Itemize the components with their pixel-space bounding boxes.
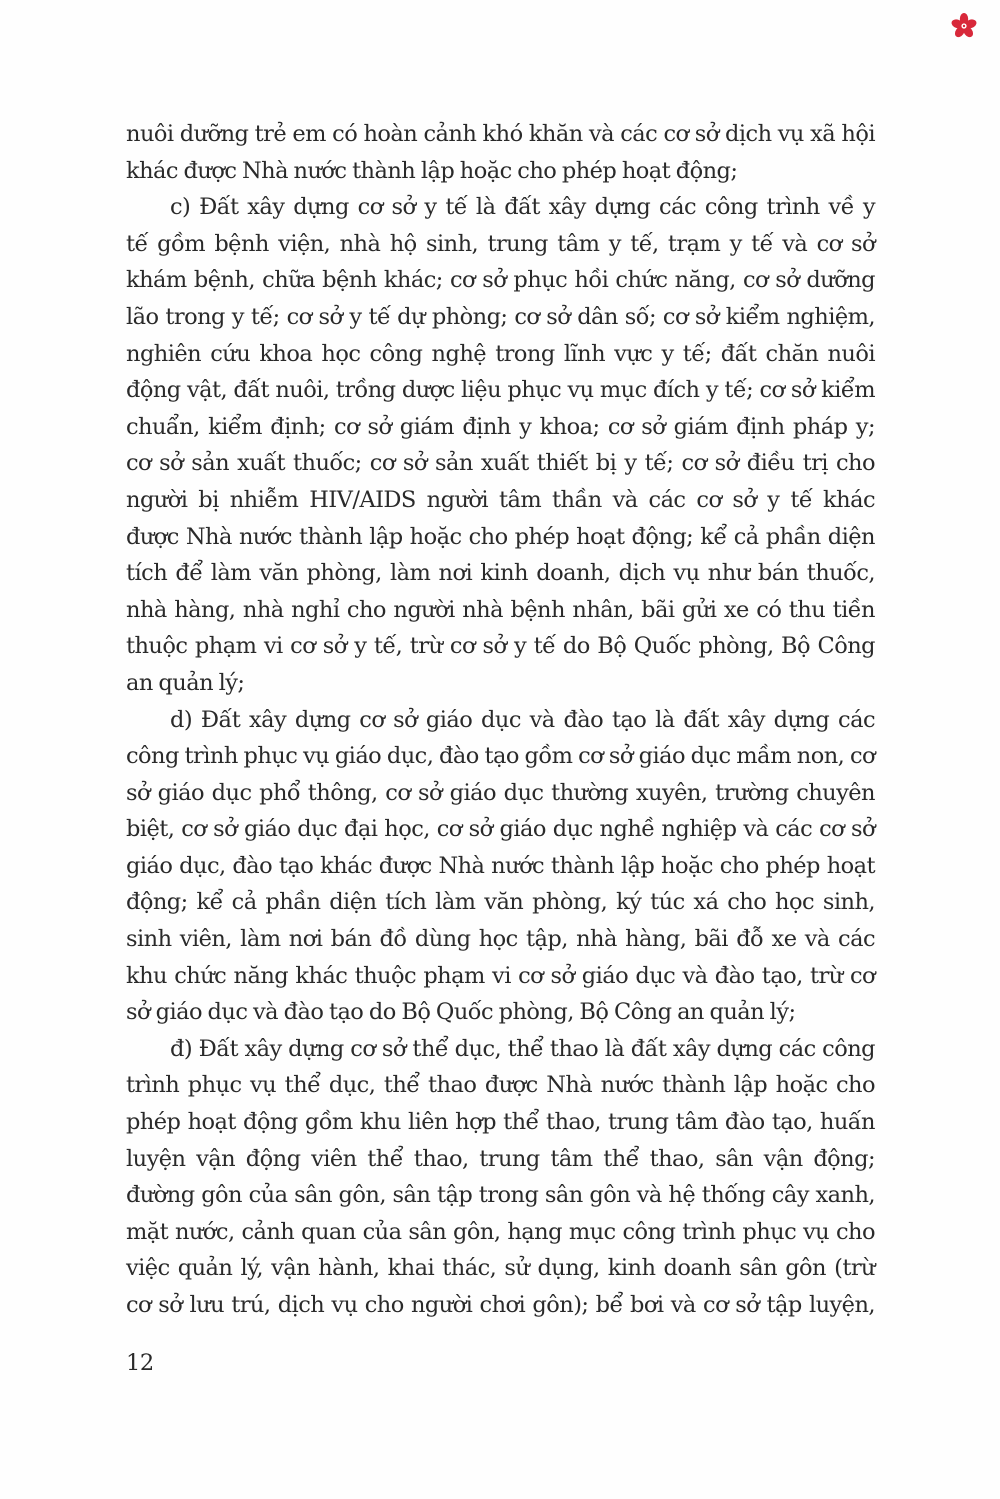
paragraph-d-start: d) Đất xây dựng cơ sở giáo dục và đào tạo là đất xây dựng các <box>170 706 875 733</box>
text-line: cơ sở lưu trú, dịch vụ cho người chơi gôn); bể bơi và cơ sở tập luyện, <box>126 1292 875 1318</box>
red-flower-icon <box>950 12 978 40</box>
body-text <box>126 116 875 1324</box>
text-line: an quản lý; <box>126 669 245 696</box>
text-line: tích để làm văn phòng, làm nơi kinh doanh, dịch vụ như bán thuốc, <box>126 560 875 587</box>
text-line: khám bệnh, chữa bệnh khác; cơ sở phục hồi chức năng, cơ sở dưỡng <box>126 267 875 294</box>
text-line: trình phục vụ thể dục, thể thao được Nhà nước thành lập hoặc cho <box>126 1072 875 1099</box>
text-line: cơ sở sản xuất thuốc; cơ sở sản xuất thiết bị y tế; cơ sở điều trị cho <box>126 450 875 477</box>
text-line: sở giáo dục và đào tạo do Bộ Quốc phòng, Bộ Công an quản lý; <box>126 999 796 1026</box>
text-line: động vật, đất nuôi, trồng dược liệu phục vụ mục đích y tế; cơ sở kiểm <box>126 377 875 404</box>
text-line: sở giáo dục phổ thông, cơ sở giáo dục thường xuyên, trường chuyên <box>126 779 875 806</box>
text-line: chuẩn, kiểm định; cơ sở giám định y khoa; cơ sở giám định pháp y; <box>126 413 875 440</box>
text-line: nhà hàng, nhà nghỉ cho người nhà bệnh nhân, bãi gửi xe có thu tiền <box>126 596 875 623</box>
text-line: nuôi dưỡng trẻ em có hoàn cảnh khó khăn và các cơ sở dịch vụ xã hội <box>126 121 875 147</box>
text-line: được Nhà nước thành lập hoặc cho phép hoạt động; kể cả phần diện <box>126 523 875 550</box>
text-line: biệt, cơ sở giáo dục đại học, cơ sở giáo dục nghề nghiệp và các cơ sở <box>126 816 875 843</box>
text-line: sinh viên, làm nơi bán đồ dùng học tập, nhà hàng, bãi đỗ xe và các <box>126 926 875 953</box>
text-line: phép hoạt động gồm khu liên hợp thể thao, trung tâm đào tạo, huấn <box>126 1109 875 1136</box>
text-line: mặt nước, cảnh quan của sân gôn, hạng mục công trình phục vụ cho <box>126 1218 875 1245</box>
text-line: thuộc phạm vi cơ sở y tế, trừ cơ sở y tế do Bộ Quốc phòng, Bộ Công <box>126 633 875 660</box>
text-line: động; kể cả phần diện tích làm văn phòng, ký túc xá cho học sinh, <box>126 889 875 916</box>
text-line: công trình phục vụ giáo dục, đào tạo gồm cơ sở giáo dục mầm non, cơ <box>126 743 875 770</box>
text-line: luyện vận động viên thể thao, trung tâm thể thao, sân vận động; <box>126 1145 875 1172</box>
text-line: người bị nhiễm HIV/AIDS người tâm thần và các cơ sở y tế khác <box>126 486 875 513</box>
paragraph-c-start: c) Đất xây dựng cơ sở y tế là đất xây dựng các công trình về y <box>170 194 875 221</box>
text-line: nghiên cứu khoa học công nghệ trong lĩnh vực y tế; đất chăn nuôi <box>126 340 875 367</box>
page-number: 12 <box>126 1350 154 1376</box>
text-line: việc quản lý, vận hành, khai thác, sử dụng, kinh doanh sân gôn (trừ <box>126 1255 875 1282</box>
text-line: giáo dục, đào tạo khác được Nhà nước thành lập hoặc cho phép hoạt <box>126 852 875 879</box>
text-line: lão trong y tế; cơ sở y tế dự phòng; cơ sở dân số; cơ sở kiểm nghiệm, <box>126 303 875 330</box>
paragraph-dd-start: đ) Đất xây dựng cơ sở thể dục, thể thao là đất xây dựng các công <box>170 1035 875 1062</box>
text-line: tế gồm bệnh viện, nhà hộ sinh, trung tâm y tế, trạm y tế và cơ sở <box>126 230 875 257</box>
text-line: khác được Nhà nước thành lập hoặc cho phép hoạt động; <box>126 157 738 184</box>
text-line: khu chức năng khác thuộc phạm vi cơ sở giáo dục và đào tạo, trừ cơ <box>126 962 875 989</box>
text-line: đường gôn của sân gôn, sân tập trong sân gôn và hệ thống cây xanh, <box>126 1182 875 1209</box>
